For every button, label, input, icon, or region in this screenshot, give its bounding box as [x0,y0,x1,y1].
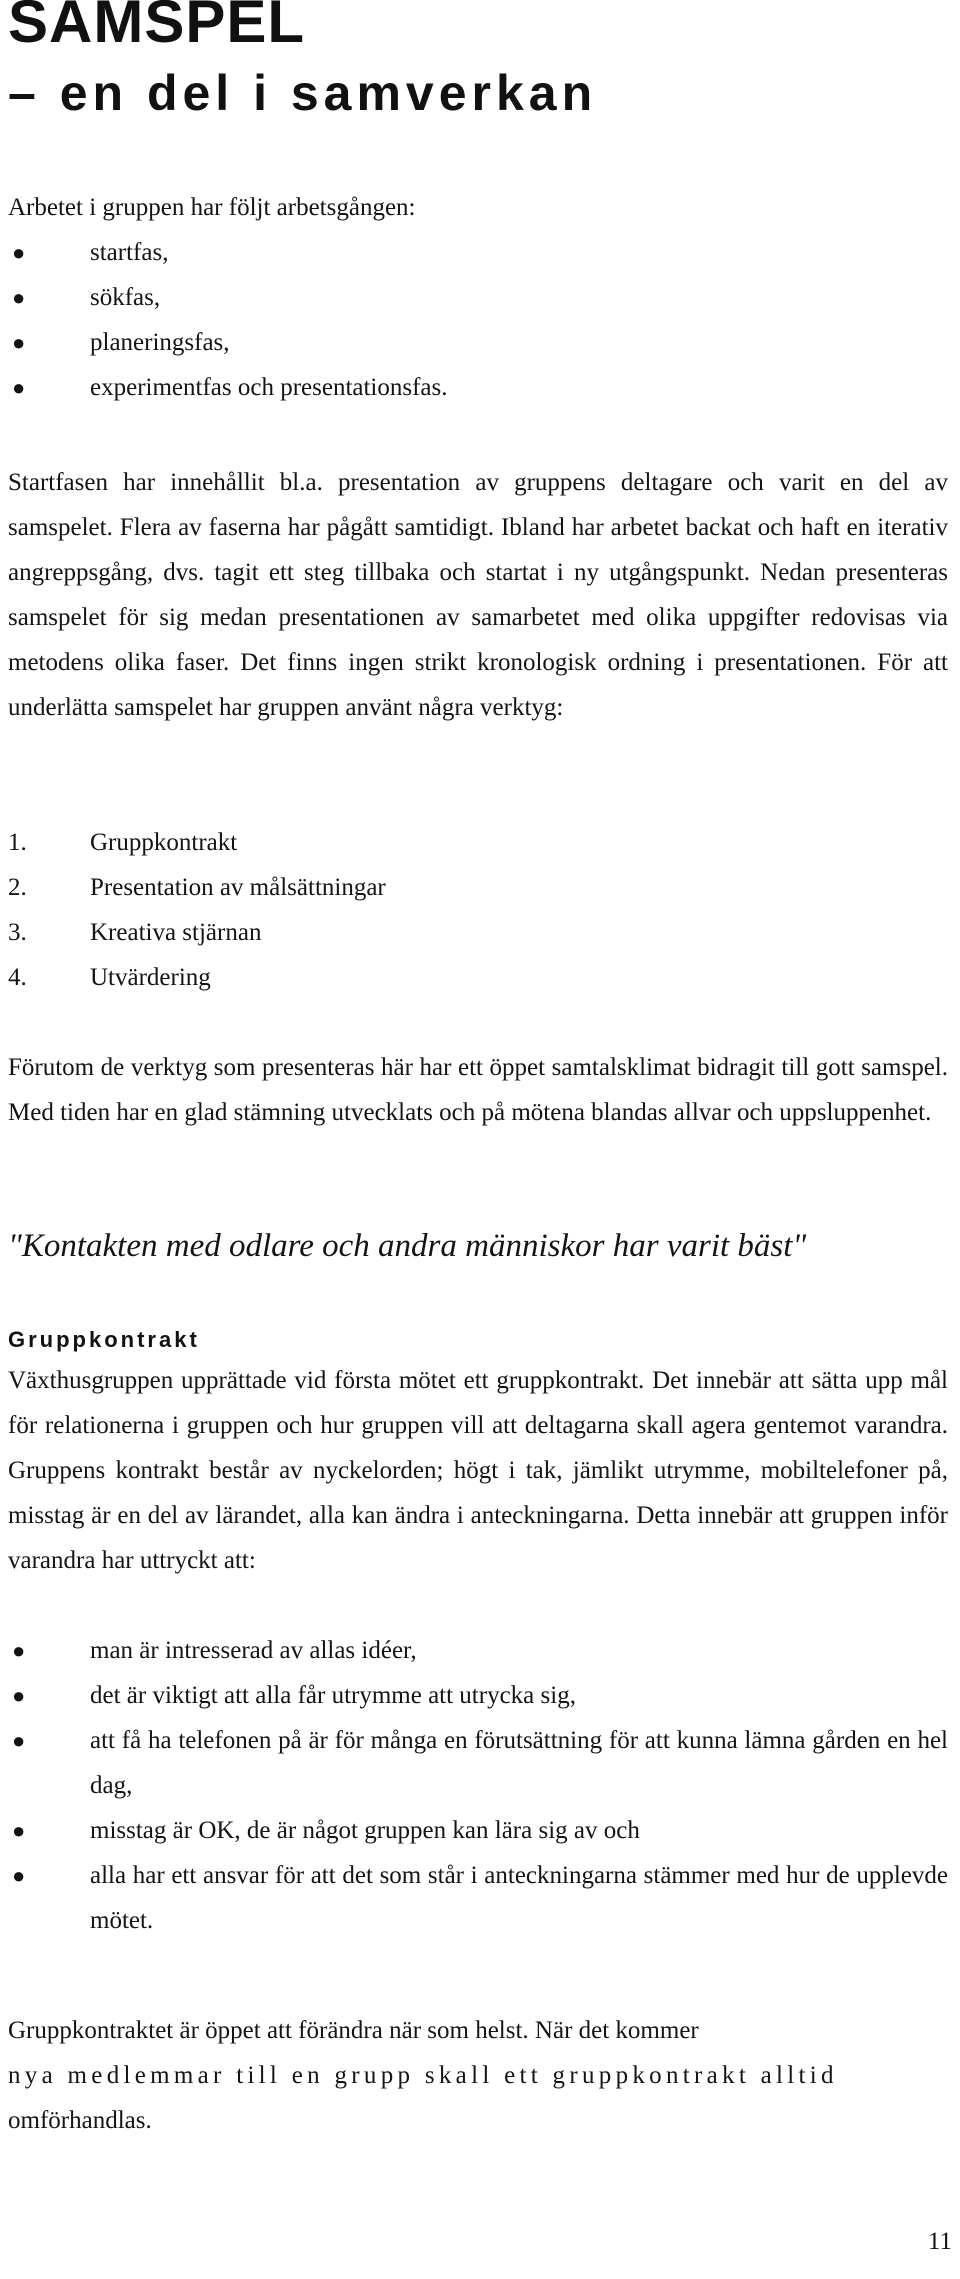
paragraph-gruppkontrakt: Växthusgruppen upprättade vid första mötet ett gruppkontrakt. Det innebär att sätta upp mål för relationerna i gruppen och hur gruppen vill att deltagarna skall agera gentemot varandra. Gruppens kontrakt består av nyckelorden; högt i tak, jämlikt utrymme, mobiltelefoner på, misstag är en del av lärandet, alla kan ändra i anteckningarna. Detta innebär att gruppen inför varandra har uttryckt att: [8,1367,948,1574]
bullet-icon: ● [12,1863,26,1888]
pull-quote: "Kontakten med odlare och andra människor har varit bäst" [8,1228,807,1264]
text-line: nya medlemmar till en grupp skall ett gruppkontrakt alltid [8,2062,838,2089]
section-heading: Gruppkontrakt [8,1327,200,1352]
list-item: 2. Presentation av målsättningar [8,874,386,901]
page-number: 11 [927,2228,952,2255]
bullet-icon: ● [12,375,26,400]
list-item: 3. Kreativa stjärnan [8,919,262,946]
list-item: ● sökfas, [8,275,948,320]
paragraph-samtalsklimat: Förutom de verktyg som presenteras här har ett öppet samtalsklimat bidragit till gott samspel. Med tiden har en glad stämning utvecklats och på mötena blandas allvar och uppsluppenhet. [8,1054,948,1126]
bullet-icon: ● [12,285,26,310]
bullet-icon: ● [12,240,26,265]
list-item: ● man är intresserad av allas idéer, [8,1628,948,1673]
bullet-icon: ● [12,1638,26,1663]
paragraph-omforhandlas [8,2008,948,2143]
tools-list [8,820,948,1000]
intro-text: Arbetet i gruppen har följt arbetsgången: [8,194,416,221]
page-title: SAMSPEL [8,0,306,55]
list-item: ● alla har ett ansvar för att det som står i anteckningarna stämmer med hur de upplevde mötet. [8,1853,948,1943]
list-item: 4. Utvärdering [8,964,211,991]
list-item: ● det är viktigt att alla får utrymme att utrycka sig, [8,1673,948,1718]
paragraph-startfas: Startfasen har innehållit bl.a. presentation av gruppens deltagare och varit en del av samspelet. Flera av faserna har pågått samtidigt. Ibland har arbetet backat och haft en iterativ angreppsgång, dvs. tagit ett steg tillbaka och startat i ny utgångspunkt. Nedan presenteras samspelet för sig medan presentationen av samarbetet med olika uppgifter redovisas via metodens olika faser. Det finns ingen strikt kronologisk ordning i presentationen. För att underlätta samspelet har gruppen använt några verktyg: [8,469,948,721]
contract-list [8,1628,948,1943]
list-item: ● experimentfas och presentationsfas. [8,365,948,410]
list-item: ● att få ha telefonen på är för många en förutsättning för att kunna lämna gården en hel dag, [8,1718,948,1808]
bullet-icon: ● [12,1728,26,1753]
list-item: ● misstag är OK, de är något gruppen kan lära sig av och [8,1808,948,1853]
page-subtitle: – en del i samverkan [8,65,598,121]
bullet-icon: ● [12,1683,26,1708]
list-item: ● planeringsfas, [8,320,948,365]
text-line: omförhandlas. [8,2107,152,2134]
phase-list [8,230,948,410]
bullet-icon: ● [12,1818,26,1843]
list-item: 1. Gruppkontrakt [8,829,238,856]
bullet-icon: ● [12,330,26,355]
text-line: Gruppkontraktet är öppet att förändra när som helst. När det kommer [8,2017,699,2044]
list-item: ● startfas, [8,230,948,275]
